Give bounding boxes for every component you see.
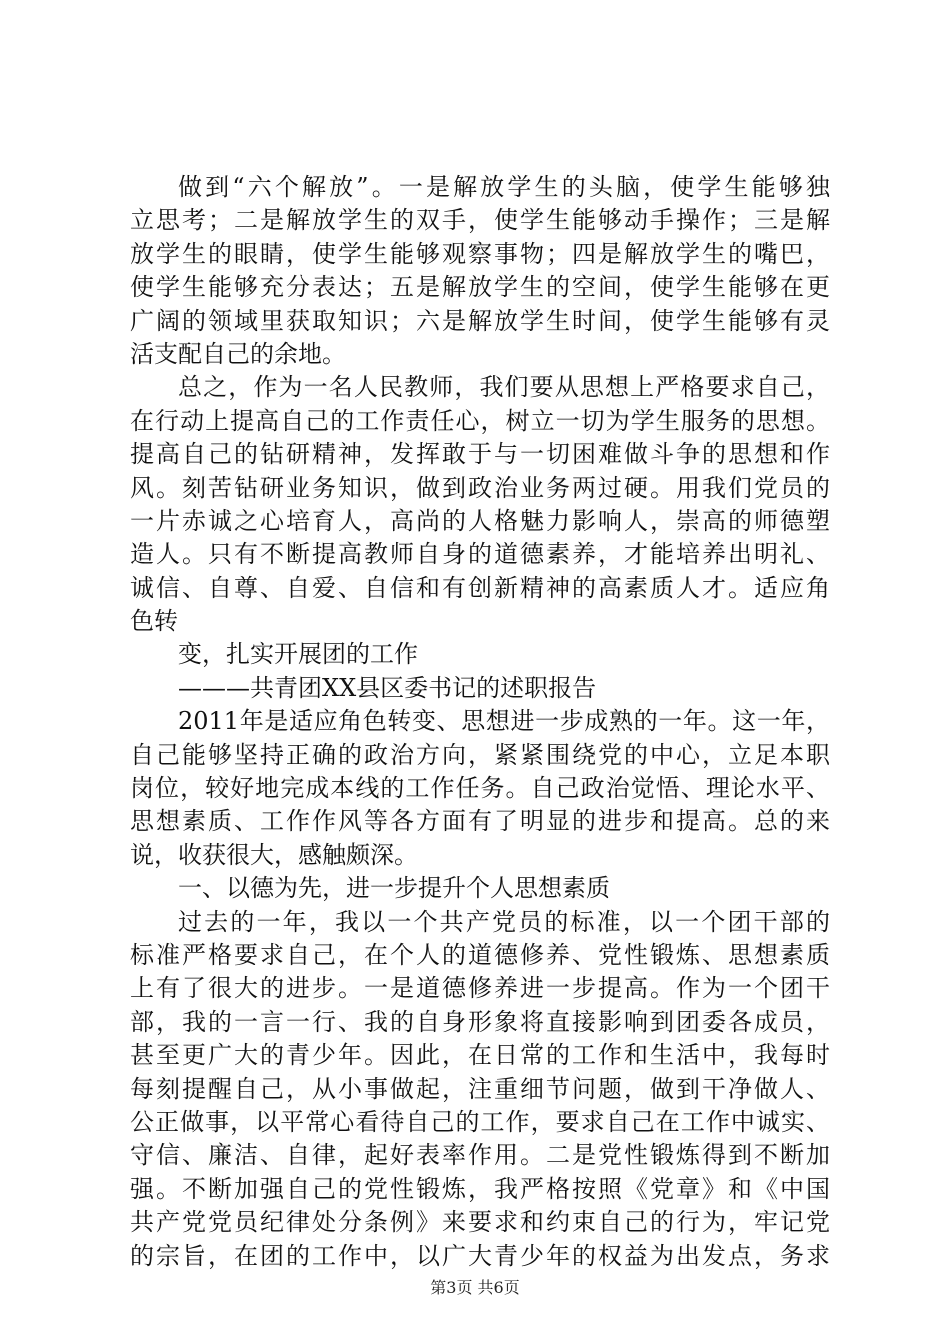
body-text bbox=[130, 171, 830, 1273]
text-line: 变，扎实开展团的工作 bbox=[178, 640, 418, 669]
text-line: 使学生能够充分表达；五是解放学生的空间，使学生能够在更 bbox=[130, 273, 830, 302]
text-line: 立思考；二是解放学生的双手，使学生能够动手操作；三是解 bbox=[130, 206, 830, 235]
text-line: 甚至更广大的青少年。因此，在日常的工作和生活中，我每时 bbox=[130, 1041, 830, 1070]
text-line: 思想素质、工作作风等各方面有了明显的进步和提高。总的来 bbox=[130, 807, 830, 836]
text-line: 的宗旨，在团的工作中，以广大青少年的权益为出发点，务求 bbox=[130, 1241, 830, 1270]
text-line: 在行动上提高自己的工作责任心，树立一切为学生服务的思想。 bbox=[130, 406, 830, 435]
text-line: 风。刻苦钻研业务知识，做到政治业务两过硬。用我们党员的 bbox=[130, 473, 830, 502]
text-line: 2011年是适应角色转变、思想进一步成熟的一年。这一年， bbox=[178, 707, 830, 736]
text-line: 总之，作为一名人民教师，我们要从思想上严格要求自己， bbox=[178, 373, 830, 402]
text-line: 标准严格要求自己，在个人的道德修养、党性锻炼、思想素质 bbox=[130, 940, 830, 969]
text-line: 公正做事，以平常心看待自己的工作，要求自己在工作中诚实、 bbox=[130, 1107, 830, 1136]
text-line: 说，收获很大，感触颇深。 bbox=[130, 840, 418, 869]
text-line: 做到“六个解放”。一是解放学生的头脑，使学生能够独 bbox=[178, 173, 830, 201]
text-line: 放学生的眼睛，使学生能够观察事物；四是解放学生的嘴巴， bbox=[130, 239, 830, 268]
text-line: 活支配自己的余地。 bbox=[130, 339, 346, 368]
text-line: 造人。只有不断提高教师自身的道德素养，才能培养出明礼、 bbox=[130, 540, 830, 569]
text-line: 上有了很大的进步。一是道德修养进一步提高。作为一个团干 bbox=[130, 974, 830, 1003]
text-line: 每刻提醒自己，从小事做起，注重细节问题，做到干净做人、 bbox=[130, 1074, 830, 1103]
text-line: 一片赤诚之心培育人，高尚的人格魅力影响人，崇高的师德塑 bbox=[130, 506, 830, 535]
text-line: 色转 bbox=[130, 607, 178, 636]
text-line: 过去的一年，我以一个共产党员的标准，以一个团干部的 bbox=[178, 907, 830, 936]
text-line: 广阔的领域里获取知识；六是解放学生时间，使学生能够有灵 bbox=[130, 306, 830, 335]
text-line: 自己能够坚持正确的政治方向，紧紧围绕党的中心，立足本职 bbox=[130, 740, 830, 769]
text-line: 诚信、自尊、自爱、自信和有创新精神的高素质人才。适应角 bbox=[130, 573, 830, 602]
text-line: ———共青团XX县区委书记的述职报告 bbox=[178, 673, 597, 702]
text-line: 提高自己的钻研精神，发挥敢于与一切困难做斗争的思想和作 bbox=[130, 440, 830, 469]
text-line: 共产党党员纪律处分条例》来要求和约束自己的行为，牢记党 bbox=[130, 1208, 830, 1237]
page-footer: 第3页 共6页 bbox=[430, 1278, 520, 1297]
text-line: 守信、廉洁、自律，起好表率作用。二是党性锻炼得到不断加 bbox=[130, 1141, 830, 1170]
text-line: 部，我的一言一行、我的自身形象将直接影响到团委各成员， bbox=[130, 1007, 830, 1036]
text-line: 强。不断加强自己的党性锻炼，我严格按照《党章》和《中国 bbox=[130, 1174, 830, 1203]
text-line: 一、以德为先，进一步提升个人思想素质 bbox=[178, 874, 610, 903]
text-line: 岗位，较好地完成本线的工作任务。自己政治觉悟、理论水平、 bbox=[130, 774, 830, 803]
